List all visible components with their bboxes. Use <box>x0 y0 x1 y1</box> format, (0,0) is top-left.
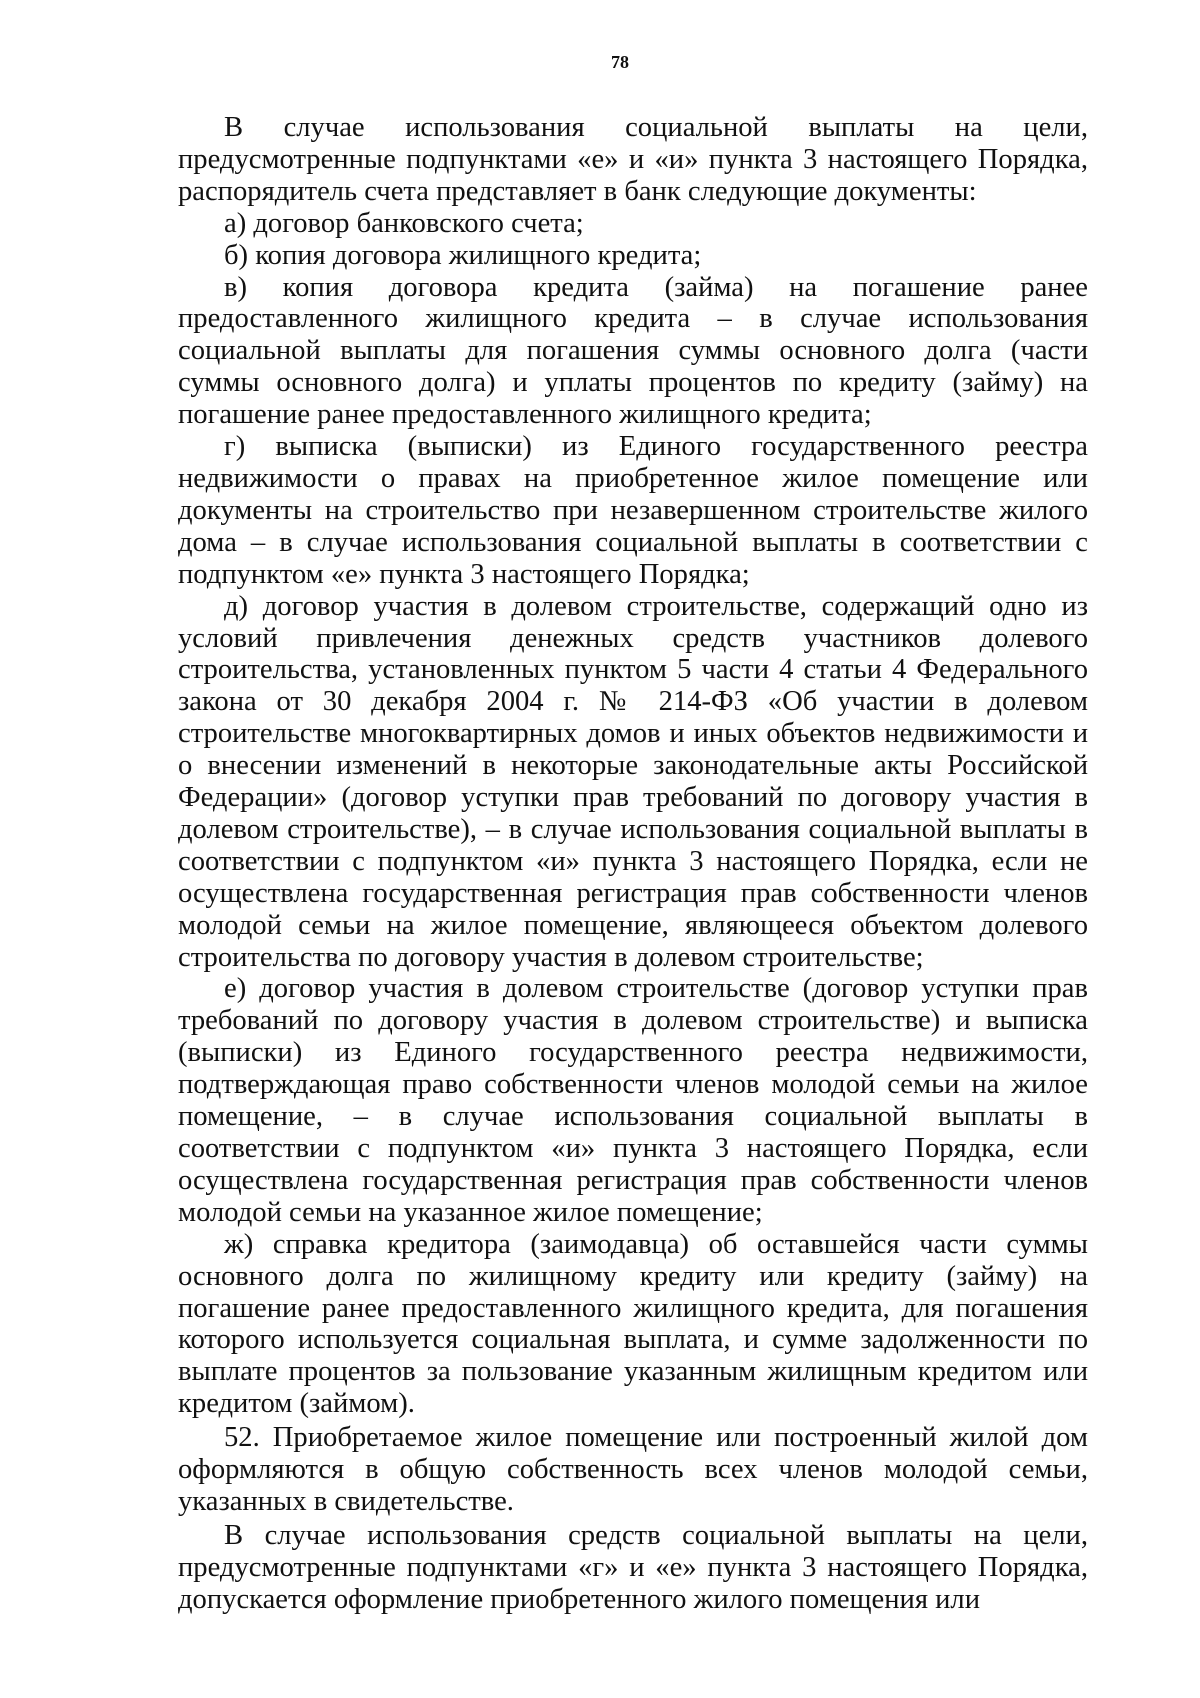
paragraph-item-v: в) копия договора кредита (займа) на погашение ранее предоставленного жилищного кредита – в случае использования социальной выплаты для погашения суммы основного долга (части суммы основного долга) и уплаты процентов по кредиту (займу) на погашение ранее предоставленного жилищного кредита; <box>178 271 1088 431</box>
paragraph-item-b: б) копия договора жилищного кредита; <box>224 239 702 271</box>
paragraph-item-e: е) договор участия в долевом строительстве (договор уступки прав требований по договору участия в долевом строительстве) и выписка (выписки) из Единого государственного реестра недвижимости, подтверждающая право собственности членов молодой семьи на жилое помещение, – в случае использования социальной выплаты в соответствии с подпунктом «и» пункта 3 настоящего Порядка, если осуществлена государственная регистрация прав собственности членов молодой семьи на указанное жилое помещение; <box>178 973 1088 1228</box>
paragraph-item-zh: ж) справка кредитора (заимодавца) об оставшейся части суммы основного долга по жилищному кредиту или кредиту (займу) на погашение ранее предоставленного жилищного кредита, для погашения которого используется социальная выплата, и сумме задолженности по выплате процентов за пользование указанным жилищным кредитом или кредитом (займом). <box>178 1228 1088 1420</box>
page-number: 78 <box>611 52 629 72</box>
paragraph-closing: В случае использования средств социальной выплаты на цели, предусмотренные подпунктами «г» и «е» пункта 3 настоящего Порядка, допускается оформление приобретенного жилого помещения или <box>178 1519 1088 1615</box>
paragraph-item-a: а) договор банковского счета; <box>224 207 584 239</box>
document-body <box>178 112 1088 1616</box>
paragraph-item-g: г) выписка (выписки) из Единого государственного реестра недвижимости о правах на приобретенное жилое помещение или документы на строительство при незавершенном строительстве жилого дома – в случае использования социальной выплаты в соответствии с подпунктом «е» пункта 3 настоящего Порядка; <box>178 431 1088 590</box>
paragraph-item-d: д) договор участия в долевом строительстве, содержащий одно из условий привлечения денежных средств участников долевого строительства, установленных пунктом 5 части 4 статьи 4 Федерального закона от 30 декабря 2004 г. № 214-ФЗ «Об участии в долевом строительстве многоквартирных домов и иных объектов недвижимости и о внесении изменений в некоторые законодательные акты Российской Федерации» (договор уступки прав требований по договору участия в долевом строительстве), – в случае использования социальной выплаты в соответствии с подпунктом «и» пункта 3 настоящего Порядка, если не осуществлена государственная регистрация прав собственности членов молодой семьи на жилое помещение, являющееся объектом долевого строительства по договору участия в долевом строительстве; <box>178 590 1088 973</box>
paragraph-intro: В случае использования социальной выплаты на цели, предусмотренные подпунктами «е» и «и» пункта 3 настоящего Порядка, распорядитель счета представляет в банк следующие документы: <box>178 112 1088 207</box>
paragraph-52: 52. Приобретаемое жилое помещение или построенный жилой дом оформляются в общую собственность всех членов молодой семьи, указанных в свидетельстве. <box>178 1422 1088 1517</box>
